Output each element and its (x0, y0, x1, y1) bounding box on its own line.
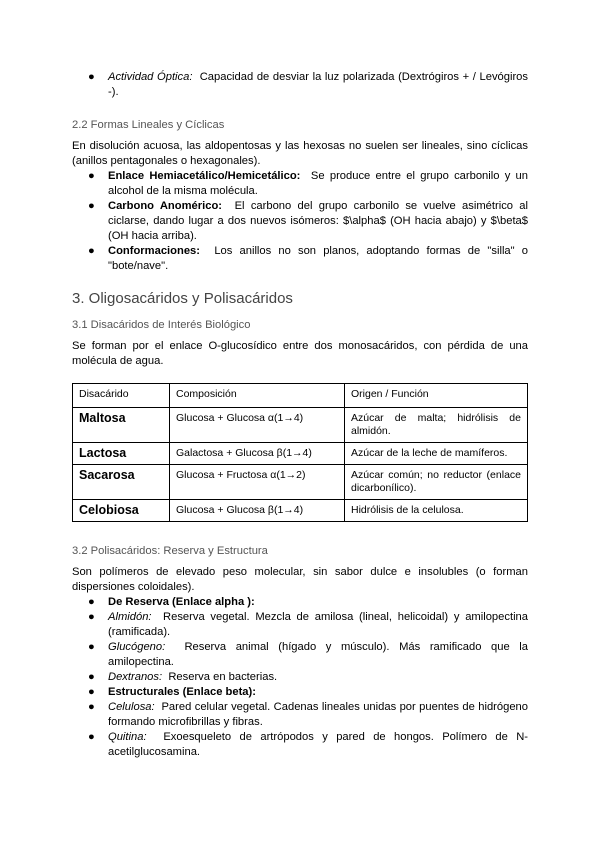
table-cell: Galactosa + Glucosa β(1→4) (170, 443, 345, 465)
table-cell: Glucosa + Glucosa α(1→4) (170, 408, 345, 443)
table-cell: Azúcar común; no reductor (enlace dicarbonílico). (345, 465, 528, 500)
term: Enlace Hemiacetálico/Hemicetálico: (108, 170, 301, 182)
list-heading: Estructurales (Enlace beta): (108, 686, 256, 698)
list-item (72, 640, 528, 670)
table-row (73, 443, 528, 465)
item-text: Se produce entre el grupo carbonilo y un alcohol de la misma molécula. (108, 170, 529, 197)
term: Actividad Óptica: (108, 71, 193, 83)
table-row (73, 500, 528, 522)
item-text: Exoesqueleto de artrópodos y pared de hongos. Polímero de N-acetilglucosamina. (108, 731, 529, 758)
list-item (72, 244, 528, 274)
table-cell: Maltosa (73, 408, 170, 443)
item-text: Capacidad de desviar la luz polarizada (Dextrógiros + / Levógiros -). (108, 71, 529, 98)
table-cell: Lactosa (73, 443, 170, 465)
paragraph: En disolución acuosa, las aldopentosas y las hexosas no suelen ser lineales, sino cíclicas (anillos pentagonales o hexagonales). (72, 140, 528, 167)
item-text: Pared celular vegetal. Cadenas lineales unidas por puentes de hidrógeno formando microfibrillas y fibras. (108, 701, 528, 728)
item-text: Reserva vegetal. Mezcla de amilosa (lineal, helicoidal) y amilopectina (ramificada). (108, 611, 528, 638)
bullet-icon: ● (88, 170, 95, 182)
list-item (72, 700, 528, 730)
term: Dextranos: (108, 671, 163, 683)
list-item (72, 199, 528, 244)
heading-3: 3. Oligosacáridos y Polisacáridos (72, 290, 293, 307)
column-header: Composición (170, 384, 345, 408)
disaccharide-table (72, 383, 528, 522)
bullet-icon: ● (88, 71, 95, 83)
bullet-icon: ● (88, 731, 95, 743)
document-page (72, 70, 528, 760)
item-text: Reserva animal (hígado y músculo). Más ramificado que la amilopectina. (108, 641, 528, 668)
term: Quitina: (108, 731, 147, 743)
bullet-icon: ● (88, 596, 95, 608)
column-header: Disacárido (73, 384, 170, 408)
heading-2-2: 2.2 Formas Lineales y Cíclicas (72, 119, 225, 131)
table-cell: Glucosa + Fructosa α(1→2) (170, 465, 345, 500)
list-item (72, 70, 528, 100)
bullet-icon: ● (88, 671, 95, 683)
list-2-2 (72, 169, 528, 274)
item-text: Los anillos no son planos, adoptando formas de "silla" o "bote/nave". (108, 245, 529, 272)
bullet-icon: ● (88, 611, 95, 623)
paragraph: Son polímeros de elevado peso molecular, sin sabor dulce e insolubles (o forman dispersiones coloidales). (72, 566, 528, 593)
table-cell: Azúcar de la leche de mamíferos. (345, 443, 528, 465)
term: Celulosa: (108, 701, 155, 713)
table-cell: Sacarosa (73, 465, 170, 500)
bullet-icon: ● (88, 245, 95, 257)
column-header: Origen / Función (345, 384, 528, 408)
bullet-icon: ● (88, 686, 95, 698)
term: Conformaciones: (108, 245, 200, 257)
list-item (72, 670, 528, 685)
table-row (73, 465, 528, 500)
table-cell: Celobiosa (73, 500, 170, 522)
list-3-2 (72, 595, 528, 760)
list-item (72, 730, 528, 760)
bullet-icon: ● (88, 701, 95, 713)
table-header-row (73, 384, 528, 408)
table-cell: Hidrólisis de la celulosa. (345, 500, 528, 522)
heading-3-1: 3.1 Disacáridos de Interés Biológico (72, 319, 251, 331)
list-item (72, 685, 528, 700)
bullet-icon: ● (88, 200, 95, 212)
bullet-icon: ● (88, 641, 95, 653)
item-text: El carbono del grupo carbonilo se vuelve asimétrico al ciclarse, dando lugar a dos nuevos isómeros: $\alpha$ (OH hacia abajo) y $\beta$ (OH hacia arriba). (108, 200, 529, 242)
term: Almidón: (108, 611, 152, 623)
paragraph: Se forman por el enlace O-glucosídico entre dos monosacáridos, con pérdida de una molécula de agua. (72, 340, 528, 367)
heading-3-2: 3.2 Polisacáridos: Reserva y Estructura (72, 545, 268, 557)
term: Carbono Anomérico: (108, 200, 223, 212)
term: Glucógeno: (108, 641, 166, 653)
item-text: Reserva en bacterias. (168, 671, 278, 683)
top-list (72, 70, 528, 100)
list-item (72, 610, 528, 640)
table-cell: Glucosa + Glucosa β(1→4) (170, 500, 345, 522)
table-cell: Azúcar de malta; hidrólisis de almidón. (345, 408, 528, 443)
list-item (72, 169, 528, 199)
table-row (73, 408, 528, 443)
list-item (72, 595, 528, 610)
list-heading: De Reserva (Enlace alpha ): (108, 596, 255, 608)
